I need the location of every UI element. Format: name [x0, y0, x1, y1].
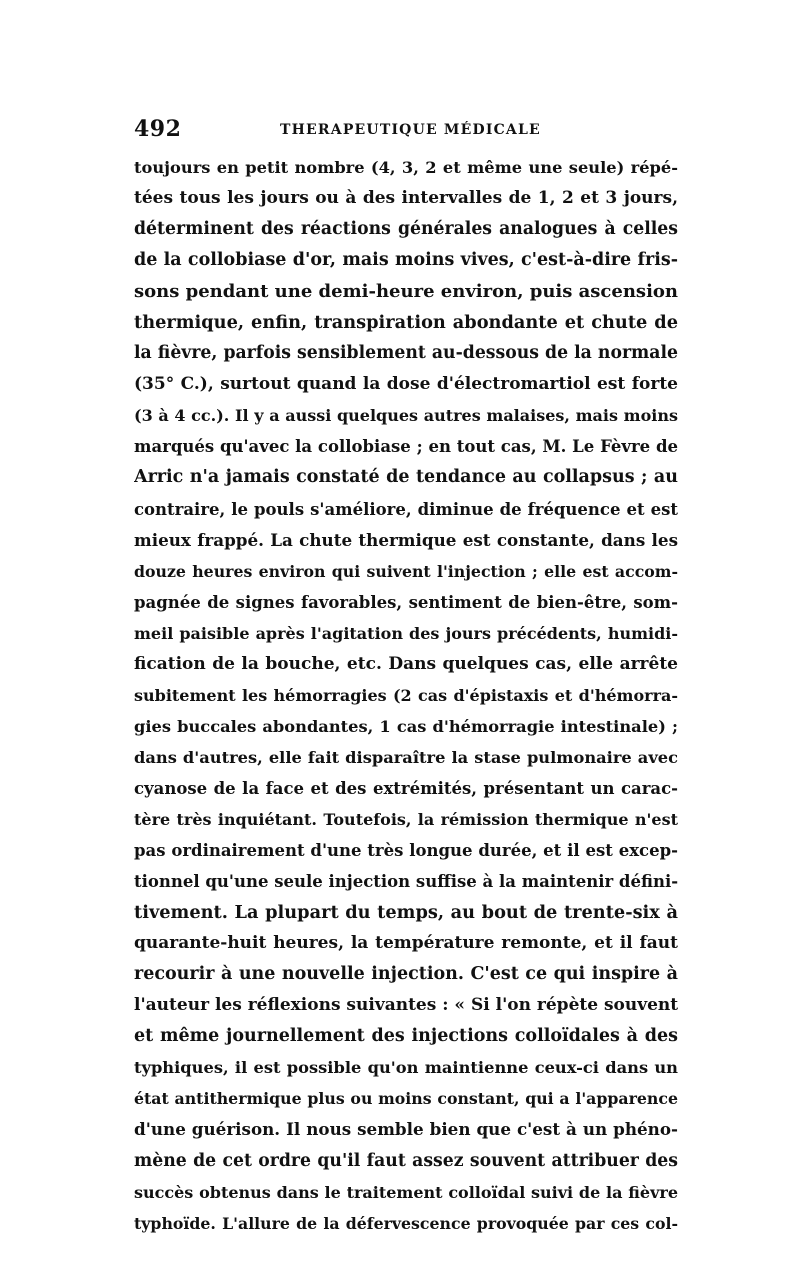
- text-line-7: la fièvre, parfois sensiblement au-dessous de la normale: [134, 343, 678, 364]
- text-line-23: pas ordinairement d'une très longue durée, et il est excep-: [134, 841, 678, 861]
- running-title: THERAPEUTIQUE MÉDICALE: [280, 122, 541, 138]
- text-line-5: sons pendant une demi-heure environ, puis ascension: [134, 281, 678, 303]
- text-line-12: contraire, le pouls s'améliore, diminue de fréquence et est: [134, 499, 678, 519]
- text-line-20: dans d'autres, elle fait disparaître la stase pulmonaire avec: [134, 747, 678, 767]
- text-line-24: tionnel qu'une seule injection suffise à la maintenir défini-: [134, 872, 678, 892]
- text-line-25: tivement. La plupart du temps, au bout de trente-six à: [134, 902, 678, 924]
- text-line-11: Arric n'a jamais constaté de tendance au collapsus ; au: [134, 467, 678, 488]
- text-line-32: d'une guérison. Il nous semble bien que c'est à un phéno-: [134, 1119, 678, 1140]
- text-line-6: thermique, enfin, transpiration abondante et chute de: [134, 312, 678, 334]
- text-line-13: mieux frappé. La chute thermique est constante, dans les: [134, 529, 678, 550]
- body-text: [134, 152, 678, 1239]
- text-line-1: toujours en petit nombre (4, 3, 2 et même une seule) répé-: [134, 158, 678, 177]
- text-line-31: état antithermique plus ou moins constant, qui a l'apparence: [134, 1089, 678, 1109]
- text-line-28: l'auteur les réflexions suivantes : « Si l'on répète souvent: [134, 995, 678, 1016]
- page-number: 492: [134, 116, 182, 142]
- text-line-14: douze heures environ qui suivent l'injection ; elle est accom-: [134, 561, 678, 581]
- text-line-2: tées tous les jours ou à des intervalles de 1, 2 et 3 jours,: [134, 188, 678, 209]
- text-line-35: typhoïde. L'allure de la défervescence provoquée par ces col-: [134, 1213, 678, 1233]
- text-line-22: tère très inquiétant. Toutefois, la rémission thermique n'est: [134, 809, 678, 829]
- text-line-3: déterminent des réactions générales analogues à celles: [134, 219, 678, 240]
- text-line-26: quarante-huit heures, la température remonte, et il faut: [134, 933, 678, 954]
- text-line-30: typhiques, il est possible qu'on maintienne ceux-ci dans un: [134, 1058, 678, 1078]
- text-line-27: recourir à une nouvelle injection. C'est ce qui inspire à: [134, 964, 678, 985]
- text-line-18: subitement les hémorragies (2 cas d'épistaxis et d'hémorra-: [134, 685, 678, 705]
- text-line-15: pagnée de signes favorables, sentiment de bien-être, som-: [134, 592, 678, 612]
- page-header: [134, 116, 676, 142]
- text-line-34: succès obtenus dans le traitement colloïdal suivi de la fièvre: [134, 1182, 678, 1202]
- text-line-16: meil paisible après l'agitation des jours précédents, humidi-: [134, 623, 678, 643]
- text-line-10: marqués qu'avec la collobiase ; en tout cas, M. Le Fèvre de: [134, 437, 678, 457]
- text-line-17: fication de la bouche, etc. Dans quelques cas, elle arrête: [134, 653, 678, 674]
- text-line-21: cyanose de la face et des extrémités, présentant un carac-: [134, 778, 678, 798]
- text-line-29: et même journellement des injections colloïdales à des: [134, 1026, 678, 1047]
- text-line-19: gies buccales abondantes, 1 cas d'hémorragie intestinale) ;: [134, 716, 678, 736]
- text-line-8: (35° C.), surtout quand la dose d'électromartiol est forte: [134, 374, 678, 395]
- text-line-9: (3 à 4 cc.). Il y a aussi quelques autres malaises, mais moins: [134, 406, 678, 426]
- text-line-33: mène de cet ordre qu'il faut assez souvent attribuer des: [134, 1150, 678, 1171]
- text-line-4: de la collobiase d'or, mais moins vives, c'est-à-dire fris-: [134, 250, 678, 271]
